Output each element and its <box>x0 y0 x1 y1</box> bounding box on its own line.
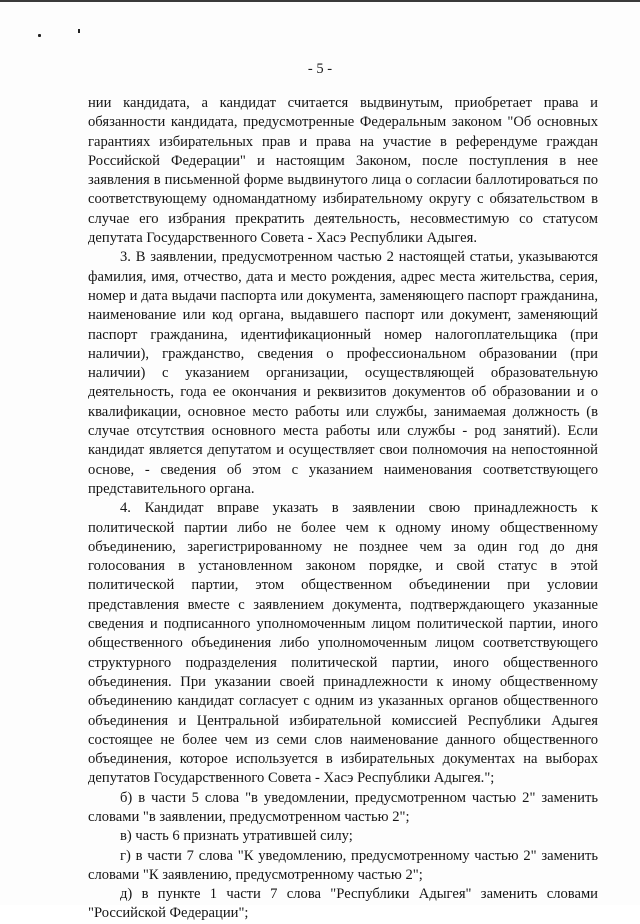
document-body <box>88 94 598 924</box>
scan-speck <box>78 29 80 33</box>
paragraph-item-g: г) в части 7 слова "К уведомлению, предусмотренному частью 2" заменить словами "К заявлению, предусмотренному частью 2"; <box>88 847 598 883</box>
scan-speck <box>38 34 41 37</box>
paragraph-item-b: б) в части 5 слова "в уведомлении, предусмотренном частью 2" заменить словами "в заявлении, предусмотренном частью 2"; <box>88 789 598 825</box>
paragraph-item-d: д) в пункте 1 части 7 слова "Республики Адыгея" заменить словами "Российской Федерации"; <box>88 886 598 922</box>
paragraph-item-v: в) часть 6 признать утратившей силу; <box>120 828 353 845</box>
paragraph-continuation: нии кандидата, а кандидат считается выдвинутым, приобретает права и обязанности кандидата, предусмотренные Федеральным законом "Об основных гарантиях избирательных прав и права на участие в референдуме граждан Российской Федерации" и настоящим Законом, после поступления в нее заявления в письменной форме выдвинутого лица о согласии баллотироваться по соответствующему одномандатному избирательному округу с обязательством в случае его избрания прекратить деятельность, несовместимую со статусом депутата Государственного Совета - Хасэ Республики Адыгея. <box>88 95 598 247</box>
scan-top-edge <box>0 0 640 2</box>
paragraph-part-3: 3. В заявлении, предусмотренном частью 2 настоящей статьи, указываются фамилия, имя, отчество, дата и место рождения, адрес места жительства, серия, номер и дата выдачи паспорта или документа, заменяющего паспорт гражданина, наименование или код органа, выдавшего паспорт или документ, заменяющий паспорт гражданина, идентификационный номер налогоплательщика (при наличии), гражданство, сведения о профессиональном образовании (при наличии) с указанием организации, осуществляющей образовательную деятельность, года ее окончания и реквизитов документов об образовании и о квалификации, основное место работы или службы, занимаемая должность (в случае отсутствия основного места работы или службы - род занятий). Если кандидат является депутатом и осуществляет свои полномочия на непостоянной основе, - сведения об этом с указанием наименования соответствующего представительного органа. <box>88 249 598 497</box>
page-number: - 5 - <box>307 61 333 77</box>
paragraph-part-4: 4. Кандидат вправе указать в заявлении свою принадлежность к политической партии либо не более чем к одному иному общественному объединению, зарегистрированному не позднее чем за один год до дня голосования в установленном законом порядке, и свой статус в этой политической партии, этом общественном объединении при условии представления вместе с заявлением документа, подтверждающего указанные сведения и подписанного уполномоченным лицом политической партии, иного общественного объединения либо уполномоченным лицом соответствующего структурного подразделения политической партии, иного общественного объединения. При указании своей принадлежности к иному общественному объединению кандидат согласует с одним из указанных органов общественного объединения и Центральной избирательной комиссией Республики Адыгея состоящее не более чем из семи слов наименование данного общественного объединения, которое используется в избирательных документах на выборах депутатов Государственного Совета - Хасэ Республики Адыгея."; <box>88 500 598 787</box>
